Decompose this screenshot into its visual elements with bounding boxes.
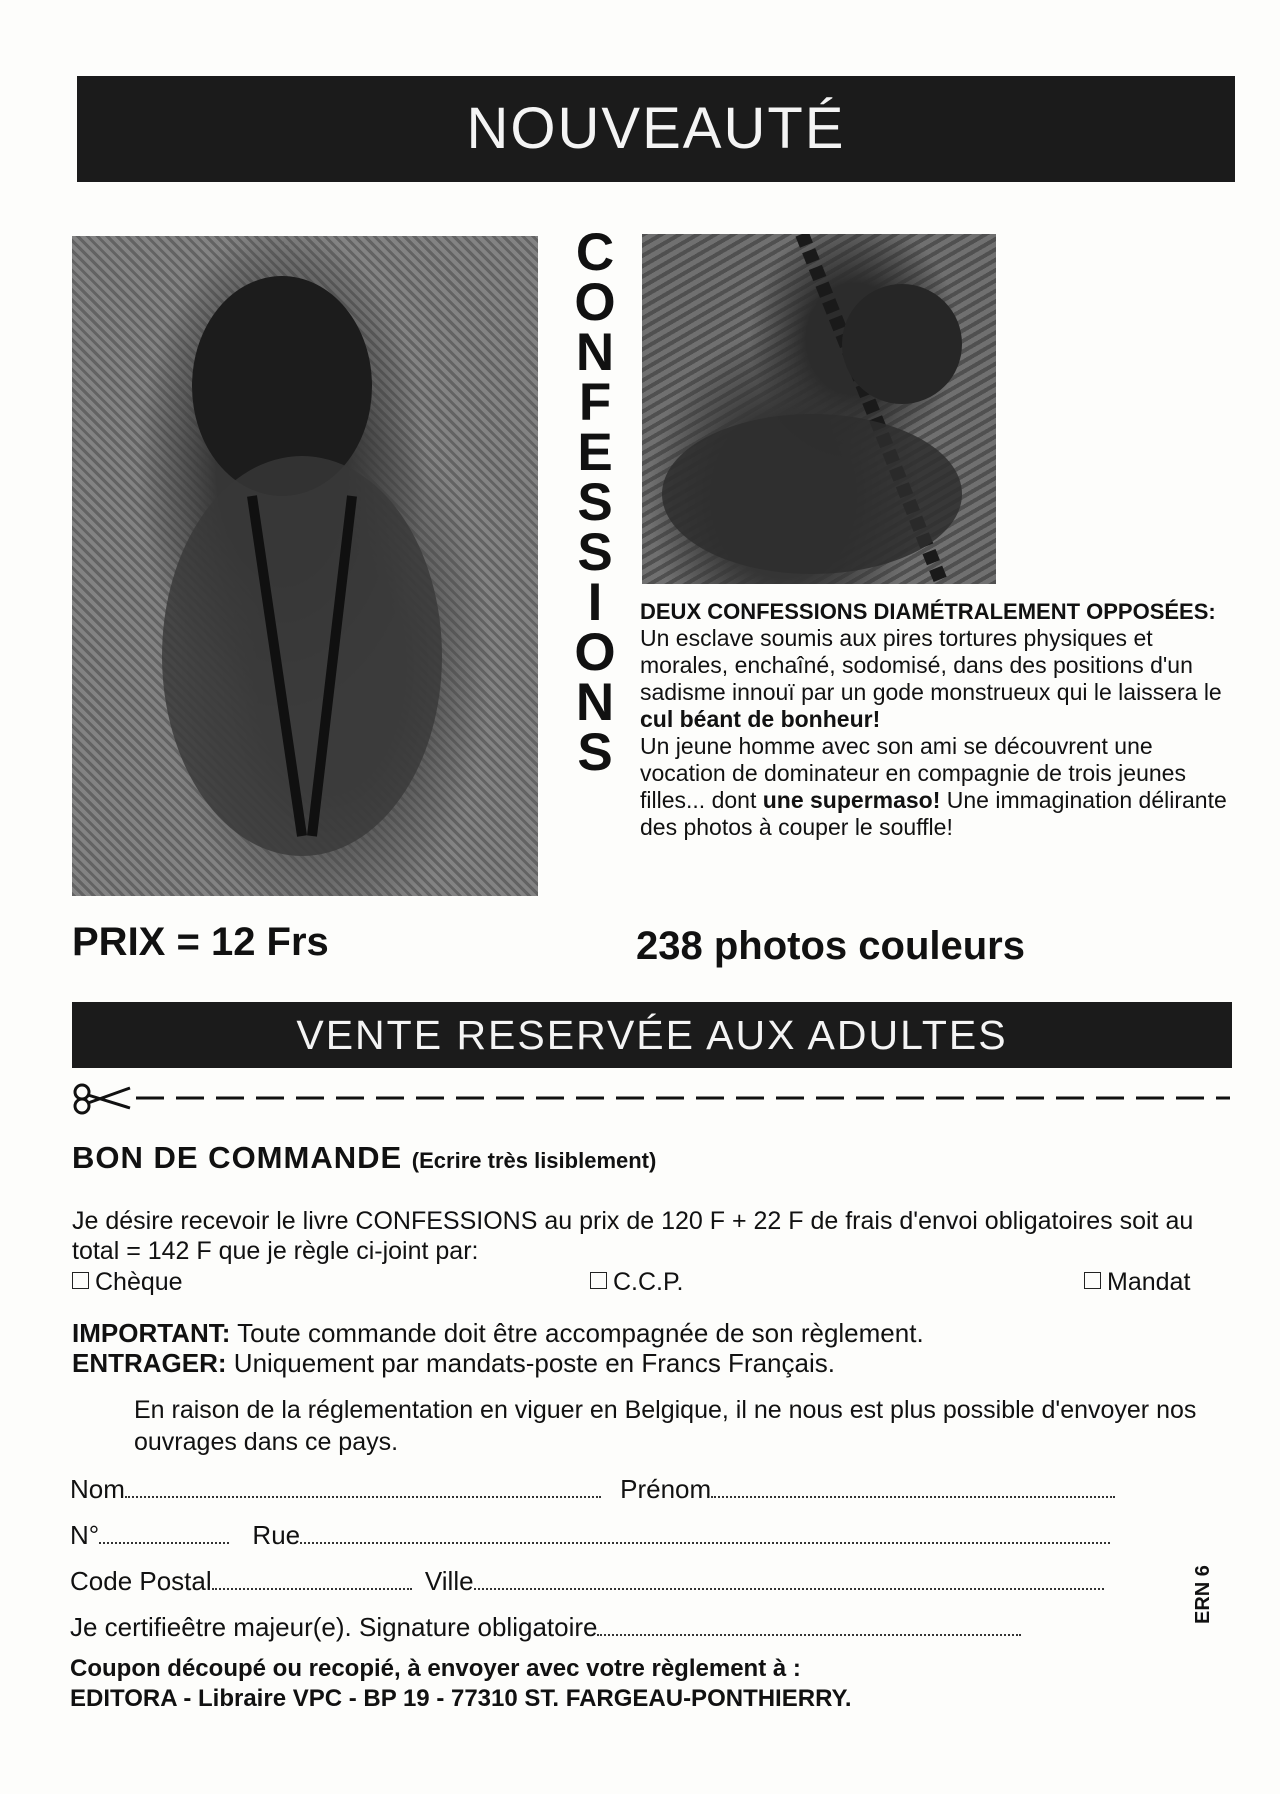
option-ccp[interactable] [590, 1268, 683, 1297]
description [640, 598, 1240, 841]
title-letter: O [574, 273, 616, 332]
rue-field[interactable] [300, 1522, 1110, 1544]
order-text: Je désire recevoir le livre CONFESSIONS au prix de 120 F + 22 F de frais d'envoi obligatoires soit au total = 142 F que je règle ci-joint par: [72, 1207, 1194, 1265]
foreign-line [72, 1348, 1222, 1378]
option-mandat[interactable] [1084, 1268, 1190, 1297]
ville-field[interactable] [474, 1568, 1104, 1590]
foreign-label: ENTRAGER: [72, 1348, 227, 1378]
ern-code: ERN 6 [1192, 1565, 1214, 1624]
important-label: IMPORTANT: [72, 1318, 231, 1348]
photo-left-figure [72, 236, 538, 896]
payment-options [72, 1268, 1222, 1302]
title-letter: N [575, 323, 615, 382]
field-label-code-postal: Code Postal [70, 1566, 212, 1596]
important-text: Toute commande doit être accompagnée de son règlement. [230, 1318, 924, 1348]
important-line [72, 1318, 1222, 1348]
title-letter: E [577, 423, 613, 482]
prenom-field[interactable] [711, 1476, 1115, 1498]
option-label: Chèque [95, 1268, 183, 1296]
title-letter: O [574, 623, 616, 682]
field-label-nom: Nom [70, 1474, 125, 1504]
checkbox-icon[interactable] [590, 1272, 607, 1289]
field-label-numero: N° [70, 1520, 100, 1550]
order-title-text: BON DE COMMANDE [72, 1140, 403, 1175]
foreign-text: Uniquement par mandats-poste en Francs Français. [226, 1348, 835, 1378]
title-letter: N [575, 673, 615, 732]
signature-field[interactable] [597, 1614, 1021, 1636]
photo-right [642, 234, 996, 584]
name-row [70, 1474, 1115, 1508]
photo-left [72, 236, 538, 896]
description-paragraph-2 [640, 733, 1240, 841]
field-label-certify: Je certifieêtre majeur(e). Signature obligatoire [70, 1612, 598, 1642]
desc-text: Un esclave soumis aux pires tortures physiques et morales, enchaîné, sodomisé, dans des positions d'un sadisme innouï par un gode monstrueux qui le laissera le [640, 625, 1222, 705]
field-label-rue: Rue [252, 1520, 301, 1550]
adult-banner: VENTE RESERVÉE AUX ADULTES [72, 1002, 1232, 1068]
photo-right-figure [642, 234, 996, 584]
option-label: Mandat [1107, 1268, 1191, 1296]
title-letter: I [587, 573, 603, 632]
order-title [72, 1140, 656, 1176]
coupon-address [70, 1654, 1220, 1714]
scissors-icon [75, 1085, 130, 1113]
title-letter: F [578, 373, 612, 432]
photos-count: 238 photos couleurs [636, 924, 1025, 968]
field-label-ville: Ville [424, 1566, 474, 1596]
belgium-notice: En raison de la réglementation en viguer en Belgique, il ne nous est plus possible d'envoyer nos ouvrages dans ce pays. [134, 1396, 1197, 1456]
cut-line [70, 1078, 1230, 1118]
title-letter: S [577, 523, 613, 582]
checkbox-icon[interactable] [1084, 1272, 1101, 1289]
coupon-line-2: EDITORA - Libraire VPC - BP 19 - 77310 ST. FARGEAU-PONTHIERRY. [70, 1685, 852, 1712]
checkbox-icon[interactable] [72, 1272, 89, 1289]
desc-text: Un jeune homme avec son ami se découvrent une vocation de dominateur en compagnie de trois jeunes filles... dont [640, 733, 1186, 813]
nom-field[interactable] [125, 1476, 601, 1498]
field-label-prenom: Prénom [620, 1474, 712, 1504]
desc-text: Une immagination délirante des photos à couper le souffle! [640, 787, 1227, 840]
top-banner: NOUVEAUTÉ [77, 76, 1235, 182]
order-subtitle: (Ecrire très lisiblement) [411, 1148, 657, 1173]
description-heading: DEUX CONFESSIONS DIAMÉTRALEMENT OPPOSÉES: [640, 599, 1216, 624]
desc-bold: une supermaso! [762, 787, 941, 813]
title-letter: C [575, 223, 615, 282]
signature-row [70, 1612, 1021, 1646]
description-paragraph-1 [640, 625, 1240, 733]
numero-field[interactable] [99, 1522, 229, 1544]
address-row [70, 1520, 1110, 1554]
title-letter: S [577, 473, 613, 532]
city-row [70, 1566, 1104, 1600]
coupon-line-1: Coupon découpé ou recopié, à envoyer avec votre règlement à : [70, 1655, 801, 1682]
option-cheque[interactable] [72, 1268, 183, 1297]
important-notes [72, 1318, 1222, 1378]
code-postal-field[interactable] [212, 1568, 412, 1590]
price: PRIX = 12 Frs [72, 920, 329, 964]
title-letter: S [577, 723, 613, 782]
desc-bold: cul béant de bonheur! [640, 706, 881, 732]
option-label: C.C.P. [613, 1268, 684, 1296]
vertical-title [560, 223, 630, 782]
